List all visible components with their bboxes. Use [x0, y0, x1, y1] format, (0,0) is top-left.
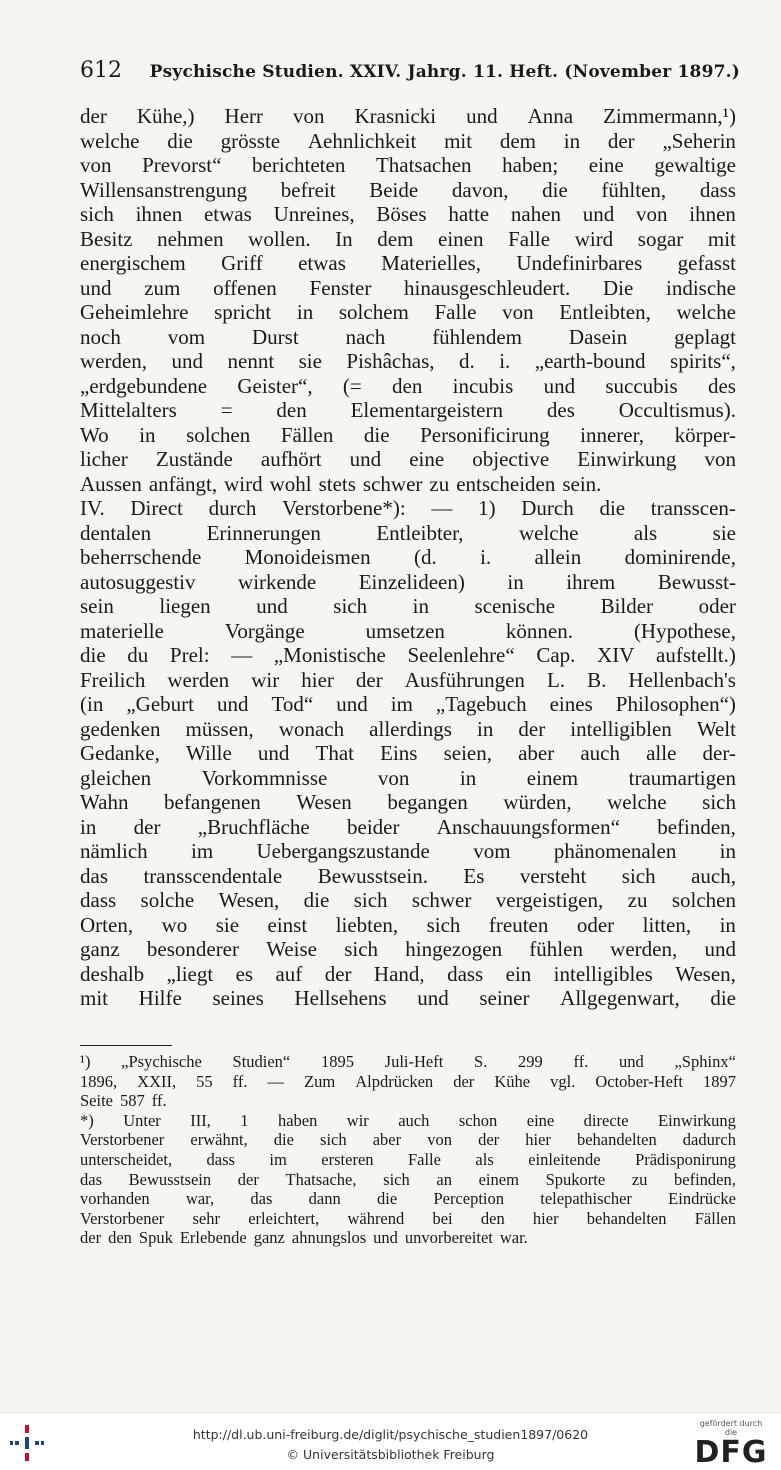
body-line: der Kühe,) Herr von Krasnicki und Anna Zimmermann,¹) [80, 104, 736, 128]
body-line: energischem Griff etwas Materielles, Undefinirbares gefasst [80, 251, 736, 275]
body-line: welche die grösste Aehnlichkeit mit dem in der „Seherin [80, 128, 736, 153]
body-line: Aussen anfängt, wird wohl stets schwer zu entscheiden sein. [80, 471, 602, 496]
body-line: Gedanke, Wille und That Eins seien, aber auch alle der- [80, 741, 736, 765]
body-line: die du Prel: — „Monistische Seelenlehre“ Cap. XIV aufstellt.) [80, 643, 736, 667]
body-line: Wahn befangenen Wesen begangen würden, welche sich [80, 790, 736, 814]
footnote-rule [80, 1045, 172, 1046]
footnote-line: der den Spuk Erlebende ganz ahnungslos und unvorbereitet war. [80, 1228, 528, 1248]
footnote-line: Verstorbener erwähnt, die sich aber von der hier behandelten dadurch [80, 1130, 736, 1150]
page-header [80, 58, 740, 83]
body-line: nämlich im Uebergangszustande vom phänomenalen in [80, 839, 736, 863]
body-line: noch vom Durst nach fühlendem Dasein geplagt [80, 324, 736, 349]
dfg-logo-text: DFG [694, 1435, 768, 1470]
body-line: autosuggestiv wirkende Einzelideen) in ihrem Bewusst- [80, 569, 736, 594]
body-line: werden, und nennt sie Pishâchas, d. i. „earth-bound spirits“, [80, 349, 736, 373]
footnote-line: vorhanden war, das dann die Perception telepathischer Eindrücke [80, 1189, 736, 1209]
body-line: das transscendentale Bewusstsein. Es versteht sich auch, [80, 863, 736, 888]
body-line: (in „Geburt und Tod“ und im „Tagebuch eines Philosophen“) [80, 692, 736, 716]
body-text [80, 104, 736, 1011]
footnote-line: Verstorbener sehr erleichtert, während bei den hier behandelten Fällen [80, 1208, 736, 1228]
footnote-line: *) Unter III, 1 haben wir auch schon eine directe Einwirkung [80, 1110, 736, 1130]
footnote-line: ¹) „Psychische Studien“ 1895 Juli-Heft S. 299 ff. und „Sphinx“ [80, 1052, 736, 1071]
body-line: Besitz nehmen wollen. In dem einen Falle wird sogar mit [80, 226, 736, 251]
funding-label: gefördert durch die [699, 1419, 763, 1437]
footnotes [80, 1052, 736, 1248]
body-line: Mittelalters = den Elementargeistern des Occultismus). [80, 398, 736, 422]
body-line: in der „Bruchfläche beider Anschauungsformen“ befinden, [80, 814, 736, 839]
body-line: Orten, wo sie einst liebten, sich freuten oder litten, in [80, 912, 736, 937]
body-line: mit Hilfe seines Hellsehens und seiner Allgegenwart, die [80, 986, 736, 1010]
page-number: 612 [80, 58, 122, 83]
body-line: Freilich werden wir hier der Ausführungen L. B. Hellenbach's [80, 667, 736, 692]
copyright-notice: © Universitätsbibliothek Freiburg [286, 1447, 495, 1462]
body-line: dentalen Erinnerungen Entleibter, welche als sie [80, 520, 736, 545]
permalink-link[interactable]: http://dl.ub.uni-freiburg.de/diglit/psychische_studien1897/0620 [192, 1427, 589, 1442]
body-line: Geheimlehre spricht in solchem Falle von Entleibten, welche [80, 300, 736, 324]
footnote-line: das Bewusstsein der Thatsache, sich an einem Spukorte zu befinden, [80, 1169, 736, 1189]
body-line: licher Zustände aufhört und eine objective Einwirkung von [80, 447, 736, 471]
body-line: beherrschende Monoideismen (d. i. allein dominirende, [80, 545, 736, 569]
body-line: gedenken müssen, wonach allerdings in der intelligiblen Welt [80, 716, 736, 741]
footnote-line: unterscheidet, dass im ersteren Falle als einleitende Prädisponirung [80, 1149, 736, 1169]
body-line: „erdgebundene Geister“, (= den incubis und succubis des [80, 373, 736, 398]
running-title: Psychische Studien. XXIV. Jahrg. 11. Heft. (November 1897.) [149, 62, 740, 82]
body-line: ganz besonderer Weise sich hingezogen fühlen werden, und [80, 937, 736, 961]
body-line: sein liegen und sich in scenische Bilder oder [80, 594, 736, 618]
dfg-logo [693, 1419, 769, 1470]
body-line: Willensanstrengung befreit Beide davon, die fühlten, dass [80, 177, 736, 202]
body-line: materielle Vorgänge umsetzen können. (Hypothese, [80, 618, 736, 643]
body-line: gleichen Vorkommnisse von in einem traumartigen [80, 765, 736, 790]
body-line: von Prevorst“ berichteten Thatsachen haben; eine gewaltige [80, 153, 736, 177]
footnote-line: 1896, XXII, 55 ff. — Zum Alpdrücken der Kühe vgl. October-Heft 1897 [80, 1071, 736, 1091]
body-line: IV. Direct durch Verstorbene*): — 1) Durch die transscen- [80, 496, 736, 520]
viewer-footer [0, 1412, 781, 1469]
body-line: sich ihnen etwas Unreines, Böses hatte nahen und von ihnen [80, 202, 736, 226]
body-line: dass solche Wesen, die sich schwer vergeistigen, zu solchen [80, 888, 736, 912]
body-line: und zum offenen Fenster hinausgeschleudert. Die indische [80, 275, 736, 300]
body-line: deshalb „liegt es auf der Hand, dass ein intelligibles Wesen, [80, 961, 736, 986]
footnote-line: Seite 587 ff. [80, 1091, 167, 1111]
body-line: Wo in solchen Fällen die Personificirung innerer, körper- [80, 422, 736, 447]
